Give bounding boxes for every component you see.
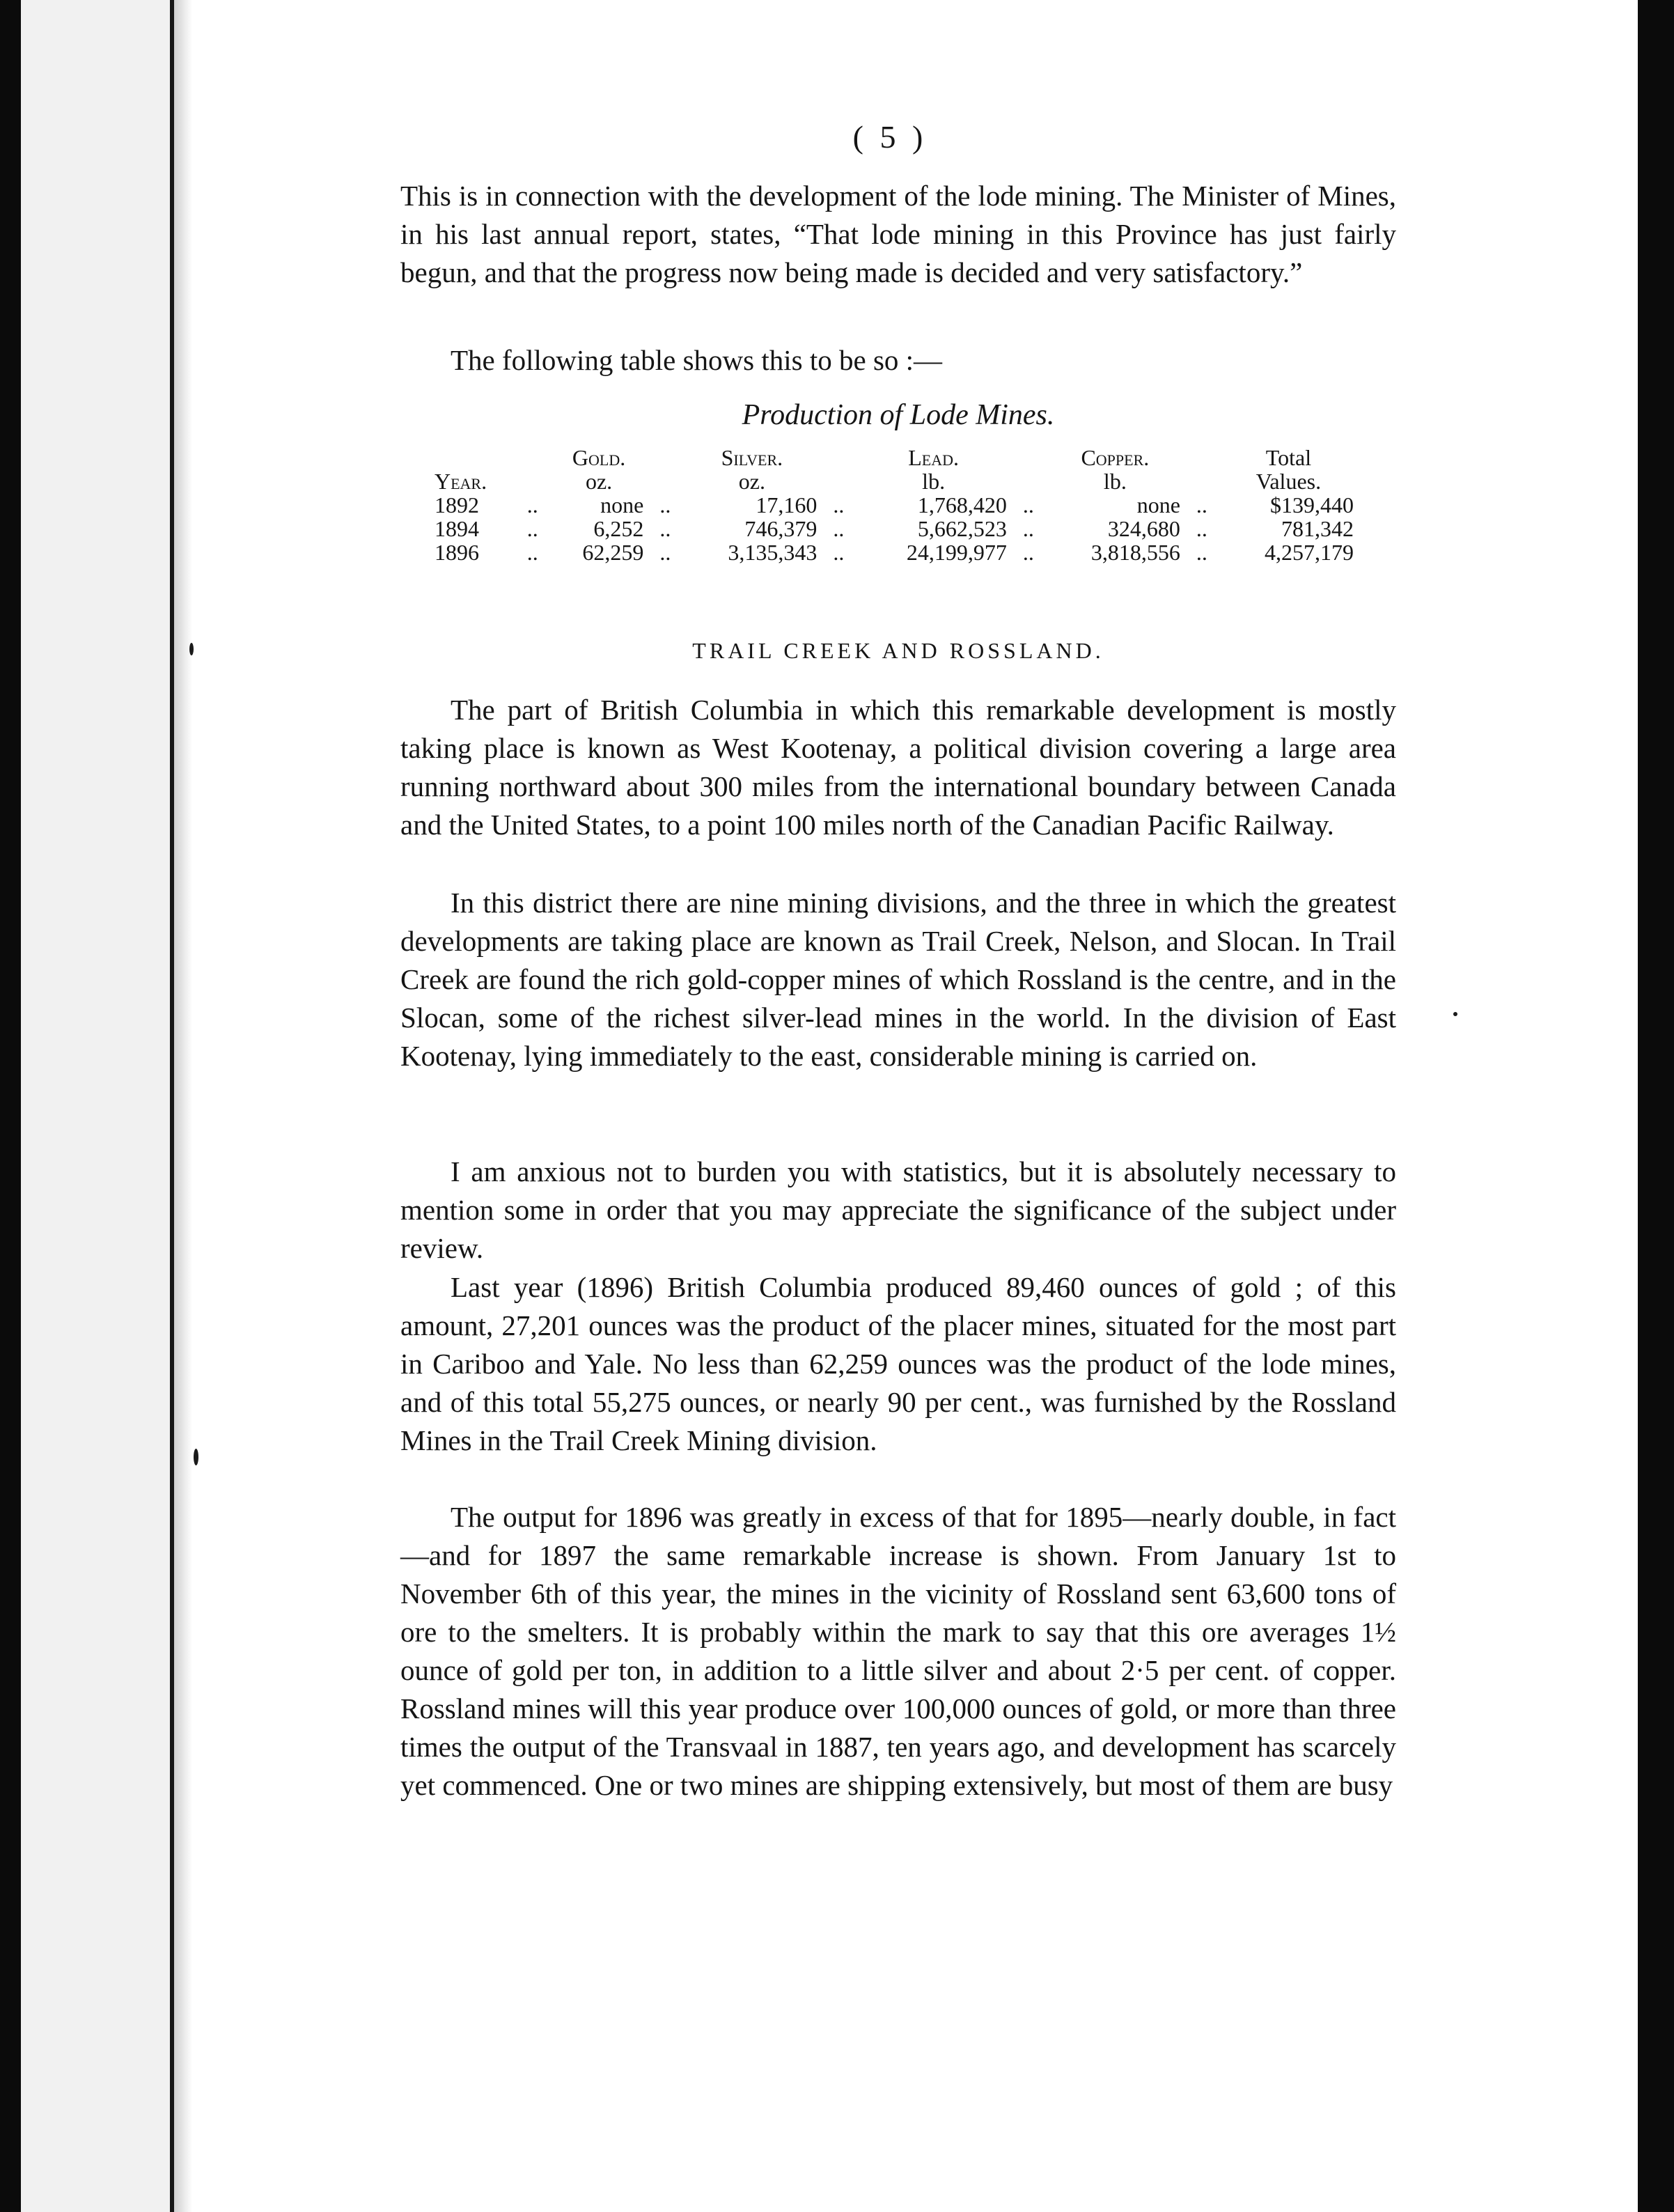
leader-dots: ..: [659, 540, 671, 565]
cell-total: $139,440: [1270, 492, 1354, 517]
body-paragraph: The part of British Columbia in which this remarkable development is mostly taking place is known as West Kootenay, a political division covering a large area running northward about 300 miles from the international boundary between Canada and the United States, to a point 100 miles north of the Canadian Pacific Railway.: [400, 694, 1396, 841]
header-lead: Lead.: [908, 445, 959, 470]
table-row: [435, 517, 1354, 540]
cell-lead: 24,199,977: [906, 540, 1007, 565]
table-row: [435, 493, 1354, 517]
table-header-row: [435, 446, 1354, 469]
table-title: Production of Lode Mines.: [742, 399, 1055, 431]
header-total: Total: [1265, 445, 1312, 470]
leader-dots: ..: [659, 516, 671, 541]
unit-copper: lb.: [1103, 469, 1127, 494]
unit-gold: oz.: [585, 469, 613, 494]
leader-dots: ..: [526, 516, 538, 541]
leader-dots: ..: [1022, 492, 1034, 517]
cell-copper: 3,818,556: [1090, 540, 1180, 565]
cell-silver: 3,135,343: [728, 540, 818, 565]
scan-speck: [194, 1449, 198, 1465]
scan-right-border: [1638, 0, 1674, 2212]
body-paragraph: I am anxious not to burden you with statistics, but it is absolutely necessary to mention some in order that you may appreciate the significance of the subject under review.: [400, 1155, 1396, 1264]
cell-copper: none: [1136, 492, 1180, 517]
leader-dots: ..: [526, 492, 538, 517]
cell-total: 781,342: [1281, 516, 1354, 541]
cell-lead: 1,768,420: [917, 492, 1007, 517]
leader-dots: ..: [659, 492, 671, 517]
cell-silver: 17,160: [756, 492, 818, 517]
leader-dots: ..: [1196, 492, 1207, 517]
header-silver: Silver.: [721, 445, 783, 470]
cell-year: 1896: [435, 540, 479, 565]
cell-total: 4,257,179: [1265, 540, 1354, 565]
cell-gold: 62,259: [582, 540, 644, 565]
cell-silver: 746,379: [744, 516, 818, 541]
section-heading: TRAIL CREEK AND ROSSLAND.: [692, 638, 1104, 663]
intro-paragraph: This is in connection with the development of the lode mining. The Minister of Mines, in his last annual report, states, “That lode mining in this Province has just fairly begun, and that the progress now being made is decided and very satisfactory.”: [400, 180, 1396, 288]
leader-dots: ..: [1196, 540, 1207, 565]
binding-shadow: [174, 0, 192, 2212]
leader-dots: ..: [833, 540, 845, 565]
body-paragraph: The output for 1896 was greatly in excess of that for 1895—nearly double, in fact—and for 1897 the same remarkable increase is shown. From January 1st to November 6th of this year, the mines in the vicinity of Rossland sent 63,600 tons of ore to the smelters. It is probably within the mark to say that this ore averages 1½ ounce of gold per ton, in addition to a little silver and about 2·5 per cent. of copper. Rossland mines will this year produce over 100,000 ounces of gold, or more than three times the output of the Transvaal in 1887, ten years ago, and development has scarcely yet commenced. One or two mines are shipping extensively, but most of them are busy: [400, 1501, 1396, 1801]
leader-dots: ..: [1022, 516, 1034, 541]
body-paragraph: In this district there are nine mining divisions, and the three in which the greatest developments are taking place are known as Trail Creek, Nelson, and Slocan. In Trail Creek are found the rich gold-copper mines of which Rossland is the centre, and in the Slocan, some of the richest silver-lead mines in the world. In the division of East Kootenay, lying immediately to the east, considerable mining is carried on.: [400, 887, 1396, 1072]
cell-year: 1894: [435, 516, 479, 541]
body-paragraph: Last year (1896) British Columbia produced 89,460 ounces of gold ; of this amount, 27,201 ounces was the product of the placer mines, situated for the most part in Cariboo and Yale. No less than 62,259 ounces was the product of the lode mines, and of this total 55,275 ounces, or nearly 90 per cent., was furnished by the Rossland Mines in the Trail Creek Mining division.: [400, 1271, 1396, 1456]
table-lead-text: The following table shows this to be so :—: [451, 344, 943, 376]
page-number: ( 5 ): [852, 119, 928, 155]
leader-dots: ..: [1022, 540, 1034, 565]
leader-dots: ..: [833, 492, 845, 517]
production-table: [435, 446, 1354, 564]
table-row: [435, 540, 1354, 564]
cell-year: 1892: [435, 492, 479, 517]
cell-copper: 324,680: [1107, 516, 1180, 541]
leader-dots: ..: [526, 540, 538, 565]
header-year: Year.: [435, 469, 487, 494]
header-gold: Gold.: [572, 445, 626, 470]
facing-page-margin: [21, 0, 173, 2212]
table-unit-row: [435, 469, 1354, 493]
leader-dots: ..: [1196, 516, 1207, 541]
header-copper: Copper.: [1081, 445, 1150, 470]
scan-left-border: [0, 0, 21, 2212]
cell-lead: 5,662,523: [917, 516, 1007, 541]
unit-silver: oz.: [738, 469, 765, 494]
header-values: Values.: [1256, 469, 1322, 494]
cell-gold: none: [600, 492, 644, 517]
leader-dots: ..: [833, 516, 845, 541]
cell-gold: 6,252: [593, 516, 644, 541]
scan-speck: [1453, 1012, 1457, 1016]
scan-speck: [189, 643, 194, 655]
unit-lead: lb.: [922, 469, 946, 494]
